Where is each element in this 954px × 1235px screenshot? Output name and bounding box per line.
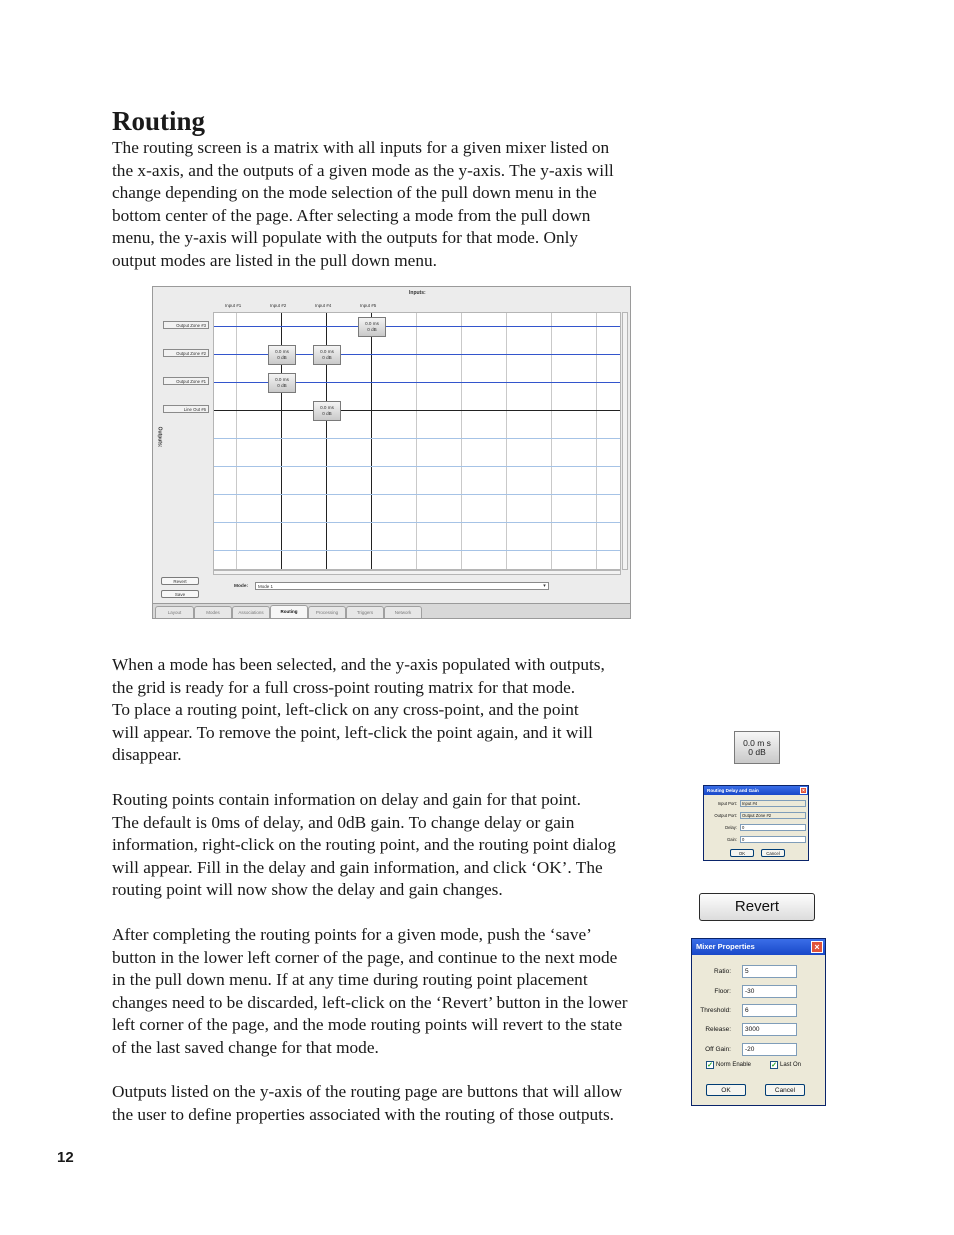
inputs-axis-label: Inputs: bbox=[409, 290, 426, 296]
grid-column-line bbox=[551, 313, 552, 569]
tab-routing[interactable]: Routing bbox=[270, 605, 308, 619]
outputs-axis-label: Outputs: bbox=[156, 426, 163, 448]
field-label: Release: bbox=[705, 1026, 731, 1033]
routing-point-gain: 0 dB bbox=[277, 383, 287, 388]
input-port-field: Input #4 bbox=[740, 800, 806, 807]
routing-point[interactable] bbox=[268, 373, 296, 393]
cancel-button[interactable]: Cancel bbox=[765, 1084, 805, 1096]
ok-button[interactable]: OK bbox=[706, 1084, 746, 1096]
ratio-field[interactable]: 5 bbox=[742, 965, 797, 978]
off-gain-field[interactable]: -20 bbox=[742, 1043, 797, 1056]
routing-point-delay: 0.0 ms bbox=[275, 377, 289, 382]
close-icon[interactable]: × bbox=[811, 941, 823, 953]
field-label: Gain: bbox=[726, 837, 737, 842]
mode-select[interactable] bbox=[255, 582, 549, 590]
field-label: Off Gain: bbox=[705, 1046, 731, 1053]
revert-button[interactable]: Revert bbox=[699, 893, 815, 921]
output-port-field: Output Zone #2 bbox=[740, 812, 806, 819]
field-label: Input Port: bbox=[717, 801, 737, 806]
grid-column-line bbox=[506, 313, 507, 569]
field-label: Threshold: bbox=[700, 1007, 731, 1014]
delay-field[interactable]: 0 bbox=[740, 824, 806, 831]
routing-point[interactable] bbox=[313, 345, 341, 365]
input-label: Input #2 bbox=[270, 303, 287, 308]
save-button[interactable]: Save bbox=[161, 590, 199, 598]
tab-layout[interactable]: Layout bbox=[155, 606, 194, 619]
dialog-title: Mixer Properties bbox=[692, 939, 825, 955]
tab-processing[interactable]: Processing bbox=[308, 606, 346, 619]
grid-column-line bbox=[416, 313, 417, 569]
routing-point-gain: 0 dB bbox=[367, 327, 377, 332]
grid-row-line bbox=[214, 410, 620, 411]
routing-screen-screenshot bbox=[152, 286, 631, 619]
routing-point-delay: 0.0 ms bbox=[365, 321, 379, 326]
intro-paragraph: The routing screen is a matrix with all inputs for a given mixer listed on the x-axis, and the outputs of a given mode as the y-axis. The y-axis will change depending on the mode selection of the pull down menu in the bottom center of the page. After selecting a mode from the pull down menu, the y-axis will populate with the outputs for that mode. Only output modes are listed in the pull down menu. bbox=[112, 138, 614, 270]
gain-field[interactable]: 0 bbox=[740, 836, 806, 843]
grid-column-line bbox=[236, 313, 237, 569]
field-label: Delay: bbox=[725, 825, 737, 830]
tab-bar bbox=[153, 603, 630, 619]
norm-enable-checkbox[interactable]: ✓ bbox=[707, 1062, 713, 1069]
tab-network[interactable]: Network bbox=[384, 606, 422, 619]
page-title: Routing bbox=[112, 106, 206, 136]
sample-point-delay: 0.0 m s bbox=[743, 738, 771, 748]
grid-row-line bbox=[214, 326, 620, 327]
ok-button[interactable]: OK bbox=[730, 849, 754, 857]
floor-field[interactable]: -30 bbox=[742, 985, 797, 998]
grid-row-line bbox=[214, 438, 620, 439]
input-label: Input #4 bbox=[315, 303, 332, 308]
save-revert-paragraph: After completing the routing points for a given mode, push the ‘save’ button in the lower left corner of the page, and continue to the next mode in the pull down menu. If at any time during routing point placement changes need to be discarded, left-click on the ‘Revert’ button in the lower left corner of the page, and the mode routing points will revert to the state of the last saved change for that mode. bbox=[112, 925, 628, 1057]
sample-routing-point bbox=[734, 731, 780, 764]
mode-label: Mode: bbox=[234, 584, 249, 589]
norm-enable-label: Norm Enable bbox=[716, 1062, 752, 1068]
last-on-label: Last On bbox=[780, 1062, 802, 1068]
grid-row-line bbox=[214, 494, 620, 495]
field-label: Floor: bbox=[714, 988, 731, 995]
horizontal-scrollbar[interactable] bbox=[213, 570, 621, 575]
input-label: Input #1 bbox=[225, 303, 242, 308]
routing-point-paragraph: Routing points contain information on delay and gain for that point. The default is 0ms of delay, and 0dB gain. To change delay or gain information, right-click on the routing point, and the routing point dialog will appear. Fill in the delay and gain information, and click ‘OK’. The routing point will now show the delay and gain changes. bbox=[112, 790, 616, 899]
mode-select-value: Mode 1 bbox=[258, 584, 274, 589]
output-button[interactable]: Output Zone #3 bbox=[163, 321, 209, 329]
routing-delay-dialog bbox=[703, 785, 809, 861]
mode-selection-paragraph: When a mode has been selected, and the y-axis populated with outputs, the grid is ready for a full cross-point routing matrix for that mode. To place a routing point, left-click on any cross-point, and the point will appear. To remove the point, left-click the point again, and it will disappear. bbox=[112, 655, 605, 764]
outputs-paragraph: Outputs listed on the y-axis of the routing page are buttons that will allow the user to define properties associated with the routing of those outputs. bbox=[112, 1082, 623, 1124]
release-field[interactable]: 3000 bbox=[742, 1023, 797, 1036]
close-icon[interactable]: × bbox=[800, 787, 807, 794]
page-number: 12 bbox=[57, 1149, 74, 1166]
threshold-field[interactable]: 6 bbox=[742, 1004, 797, 1017]
routing-point-gain: 0 dB bbox=[277, 355, 287, 360]
grid-row-line bbox=[214, 466, 620, 467]
routing-point-delay: 0.0 ms bbox=[320, 349, 334, 354]
grid-row-line bbox=[214, 522, 620, 523]
field-label: Ratio: bbox=[714, 968, 731, 975]
routing-point[interactable] bbox=[268, 345, 296, 365]
dialog-title: Routing Delay and Gain bbox=[704, 786, 808, 795]
revert-button[interactable]: Revert bbox=[161, 577, 199, 585]
chevron-down-icon: ▾ bbox=[543, 583, 546, 589]
vertical-scrollbar[interactable] bbox=[622, 312, 628, 570]
routing-point[interactable] bbox=[313, 401, 341, 421]
routing-point-gain: 0 dB bbox=[322, 411, 332, 416]
routing-point-gain: 0 dB bbox=[322, 355, 332, 360]
routing-grid[interactable] bbox=[213, 312, 621, 570]
tab-modes[interactable]: Modes bbox=[194, 606, 232, 619]
tab-triggers[interactable]: Triggers bbox=[346, 606, 384, 619]
sample-point-gain: 0 dB bbox=[748, 747, 766, 757]
tab-associations[interactable]: Associations bbox=[232, 606, 270, 619]
grid-column-line bbox=[596, 313, 597, 569]
routing-point-delay: 0.0 ms bbox=[320, 405, 334, 410]
cancel-button[interactable]: Cancel bbox=[761, 849, 785, 857]
grid-row-line bbox=[214, 550, 620, 551]
grid-column-line bbox=[461, 313, 462, 569]
input-label: Input #5 bbox=[360, 303, 377, 308]
output-button[interactable]: Output Zone #1 bbox=[163, 377, 209, 385]
output-button[interactable]: Line Out #6 bbox=[163, 405, 209, 413]
output-button[interactable]: Output Zone #2 bbox=[163, 349, 209, 357]
routing-point[interactable] bbox=[358, 317, 386, 337]
last-on-checkbox[interactable]: ✓ bbox=[771, 1062, 777, 1069]
mixer-properties-dialog bbox=[691, 938, 826, 1106]
routing-point-delay: 0.0 ms bbox=[275, 349, 289, 354]
field-label: Output Port: bbox=[714, 813, 737, 818]
grid-column-line bbox=[371, 313, 372, 569]
